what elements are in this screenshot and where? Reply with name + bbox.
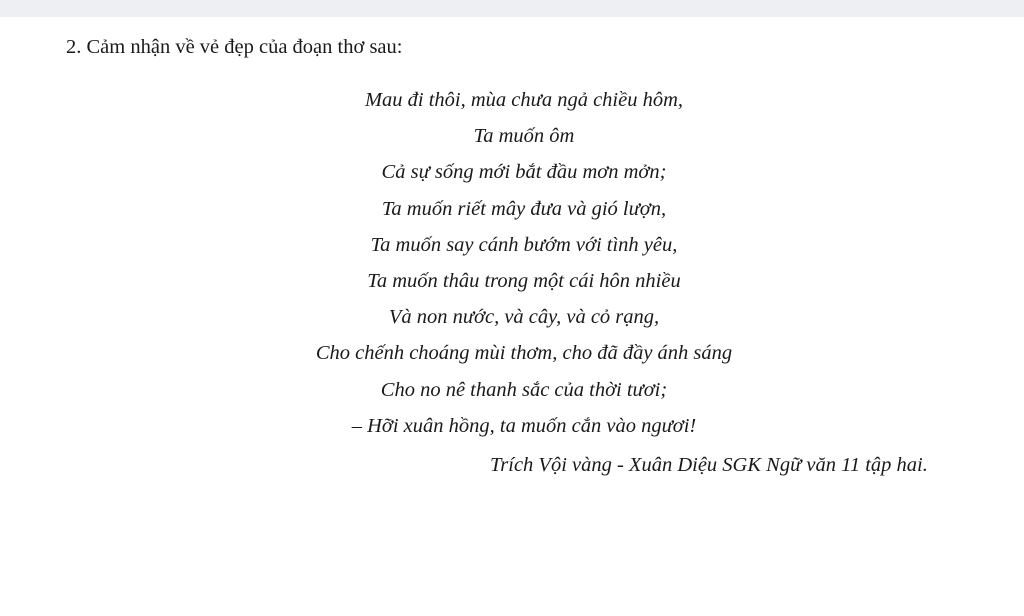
top-toolbar-strip [0, 0, 1024, 17]
poem-line: Ta muốn ôm [473, 125, 575, 148]
poem-line: Ta muốn riết mây đưa và gió lượn, [381, 197, 667, 220]
poem-line: – Hỡi xuân hồng, ta muốn cắn vào ngươi! [351, 414, 697, 437]
poem-line: Ta muốn say cánh bướm với tình yêu, [370, 233, 678, 256]
poem-line: Cho chếnh choáng mùi thơm, cho đã đầy ánh sáng [315, 342, 733, 365]
poem-block [214, 86, 834, 448]
poem-source-citation: Trích Vội vàng - Xuân Diệu SGK Ngữ văn 11 tập hai. [490, 454, 928, 476]
question-heading: 2. Cảm nhận về vẻ đẹp của đoạn thơ sau: [66, 36, 403, 58]
poem-line: Và non nước, và cây, và cỏ rạng, [388, 306, 660, 329]
poem-line: Ta muốn thâu trong một cái hôn nhiều [367, 269, 681, 292]
poem-line: Mau đi thôi, mùa chưa ngả chiều hôm, [364, 89, 684, 111]
poem-line: Cho no nê thanh sắc của thời tươi; [380, 378, 668, 401]
poem-line: Cả sự sống mới bắt đầu mơn mởn; [381, 161, 667, 184]
